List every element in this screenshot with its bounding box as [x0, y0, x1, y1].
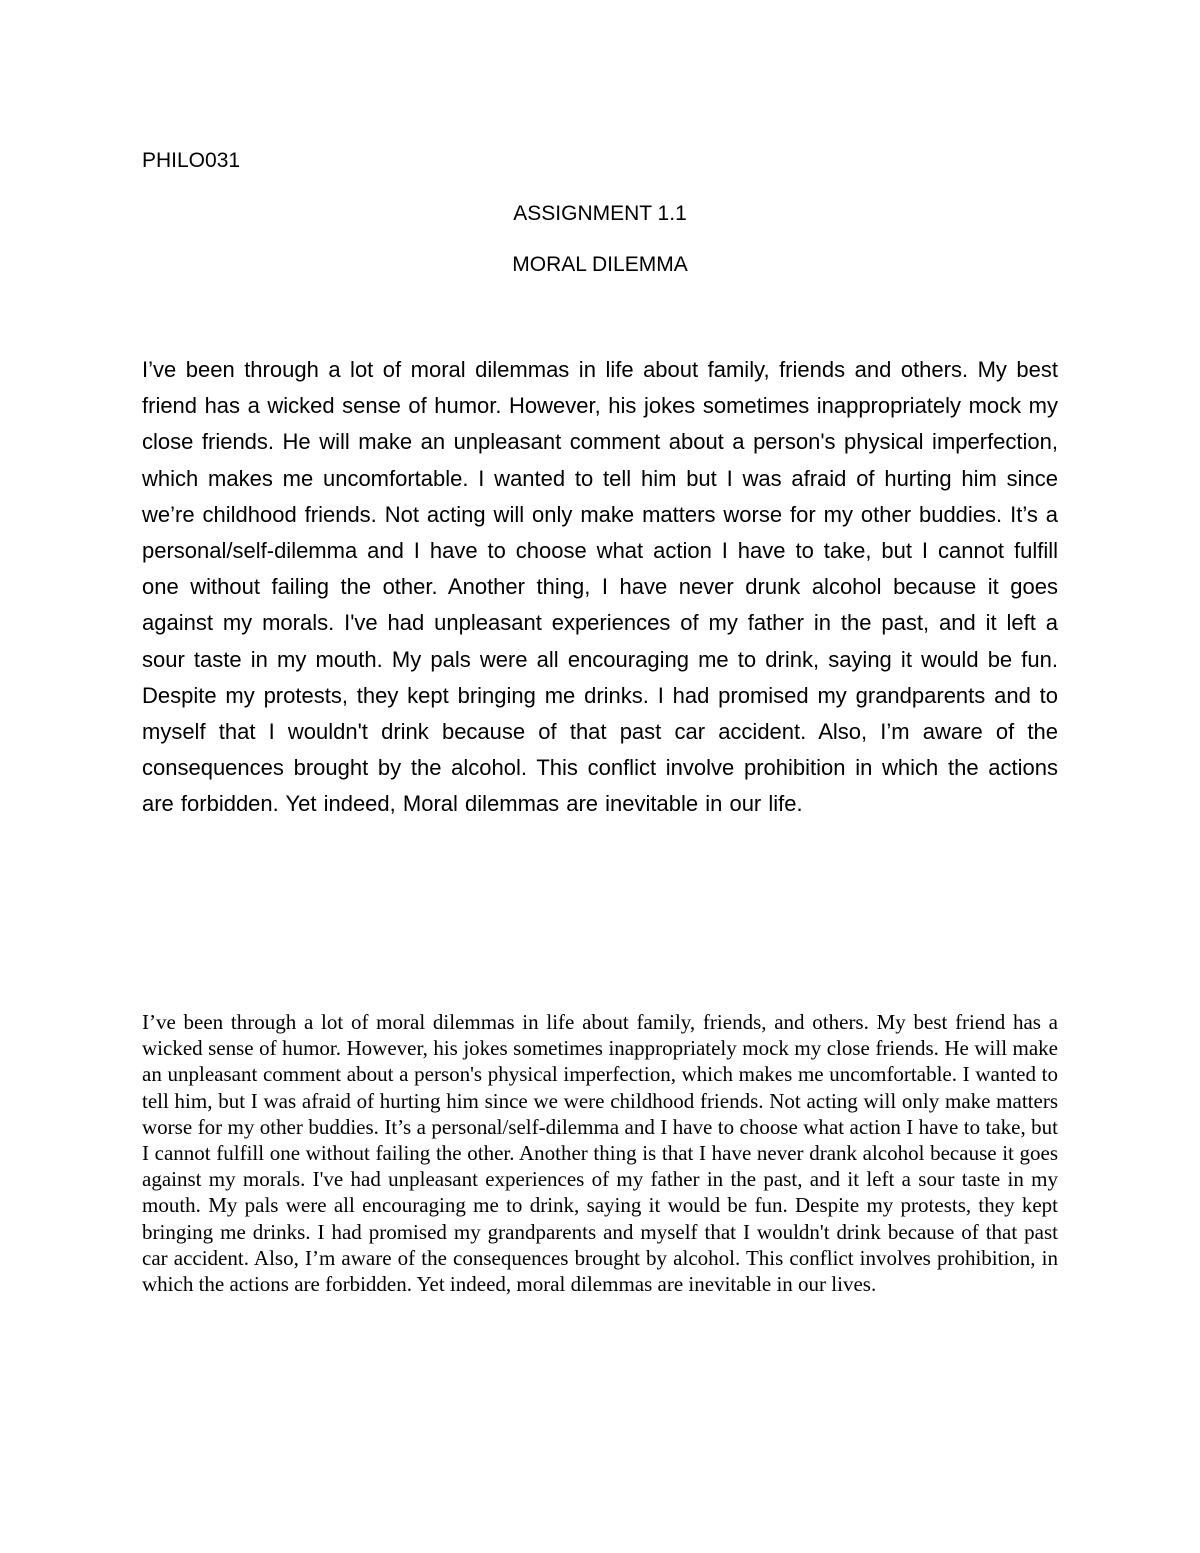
assignment-title: ASSIGNMENT 1.1 [513, 202, 687, 225]
assignment-subtitle: MORAL DILEMMA [512, 253, 688, 276]
original-essay-paragraph: I’ve been through a lot of moral dilemmas in life about family, friends and others. My best friend has a wicked sense of humor. However, his jokes sometimes inappropriately mock my close friends. He will make an unpleasant comment about a person's physical imperfection, which makes me uncomfortable. I wanted to tell him but I was afraid of hurting him since we’re childhood friends. Not acting will only make matters worse for my other buddies. It’s a personal/self-dilemma and I have to choose what action I have to take, but I cannot fulfill one without failing the other. Another thing, I have never drunk alcohol because it goes against my morals. I've had unpleasant experiences of my father in the past, and it left a sour taste in my mouth. My pals were all encouraging me to drink, saying it would be fun. Despite my protests, they kept bringing me drinks. I had promised my grandparents and to myself that I wouldn't drink because of that past car accident. Also, I’m aware of the consequences brought by the alcohol. This conflict involve prohibition in which the actions are forbidden. Yet indeed, Moral dilemmas are inevitable in our life. [142, 357, 1058, 817]
course-code: PHILO031 [142, 149, 241, 172]
revised-essay-paragraph: I’ve been through a lot of moral dilemmas in life about family, friends, and others. My best friend has a wicked sense of humor. However, his jokes sometimes inappropriately mock my close friends. He will make an unpleasant comment about a person's physical imperfection, which makes me uncomfortable. I wanted to tell him, but I was afraid of hurting him since we were childhood friends. Not acting will only make matters worse for my other buddies. It’s a personal/self-dilemma and I have to choose what action I have to take, but I cannot fulfill one without failing the other. Another thing is that I have never drank alcohol because it goes against my morals. I've had unpleasant experiences of my father in the past, and it left a sour taste in my mouth. My pals were all encouraging me to drink, saying it would be fun. Despite my protests, they kept bringing me drinks. I had promised my grandparents and myself that I wouldn't drink because of that past car accident. Also, I’m aware of the consequences brought by alcohol. This conflict involves prohibition, in which the actions are forbidden. Yet indeed, moral dilemmas are inevitable in our lives. [142, 1010, 1058, 1297]
